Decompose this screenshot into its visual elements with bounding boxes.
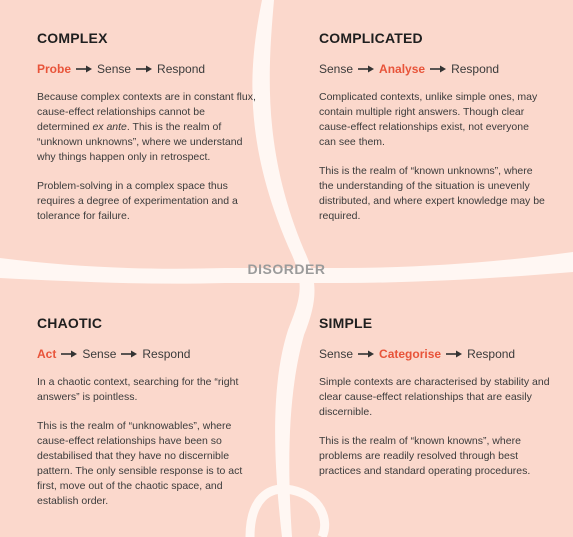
complicated-title: COMPLICATED xyxy=(319,30,423,46)
flow-step-act: Act xyxy=(37,347,57,361)
complex-paragraph-2: Problem-solving in a complex space thus requires a degree of experimentation and a tolerance for failure. xyxy=(37,180,238,222)
chaotic-paragraph-2: This is the realm of “unknowables”, where cause-effect relationships have been so destabilised that they have no discernible pattern. The only sensible response is to act first, move out of the chaotic space, and establish order. xyxy=(37,420,243,507)
quadrant-complicated xyxy=(319,30,547,238)
chaotic-title: CHAOTIC xyxy=(37,315,103,331)
arrow-icon xyxy=(75,65,93,73)
disorder-label: DISORDER xyxy=(247,261,326,277)
arrow-icon xyxy=(357,350,375,358)
flow-step-respond: Respond xyxy=(467,347,516,361)
flow-step-sense: Sense xyxy=(319,62,354,76)
simple-paragraph-1: Simple contexts are characterised by stability and clear cause-effect relationships that are easily discernible. xyxy=(319,376,550,418)
flow-step-respond: Respond xyxy=(142,347,191,361)
flow-step-sense: Sense xyxy=(97,62,132,76)
arrow-icon xyxy=(429,65,447,73)
flow-step-analyse: Analyse xyxy=(379,62,426,76)
complicated-paragraph-2: This is the realm of “known unknowns”, where the understanding of the situation is unevenly distributed, and where expert knowledge may be required. xyxy=(319,165,545,222)
arrow-icon xyxy=(445,350,463,358)
simple-title: SIMPLE xyxy=(319,315,373,331)
flow-step-respond: Respond xyxy=(451,62,500,76)
complicated-paragraph-1: Complicated contexts, unlike simple ones, may contain multiple right answers. Though clear cause-effect relationships exist, not everyone can see them. xyxy=(319,91,538,148)
flow-step-sense: Sense xyxy=(319,347,354,361)
flow-step-sense: Sense xyxy=(82,347,117,361)
complex-title: COMPLEX xyxy=(37,30,108,46)
flow-step-probe: Probe xyxy=(37,62,72,76)
simple-flow xyxy=(319,347,553,361)
arrow-icon xyxy=(357,65,375,73)
arrow-icon xyxy=(135,65,153,73)
quadrant-chaotic xyxy=(37,315,257,523)
simple-paragraph-2: This is the realm of “known knowns”, where problems are readily resolved through best practices and standard operating procedures. xyxy=(319,435,531,477)
quadrant-complex xyxy=(37,30,257,238)
quadrant-simple xyxy=(319,315,553,493)
chaotic-paragraph-1: In a chaotic context, searching for the “right answers” is pointless. xyxy=(37,376,239,403)
chaotic-flow xyxy=(37,347,257,361)
flow-step-categorise: Categorise xyxy=(379,347,442,361)
arrow-icon xyxy=(60,350,78,358)
complex-flow xyxy=(37,62,257,76)
complicated-flow xyxy=(319,62,547,76)
arrow-icon xyxy=(120,350,138,358)
complex-paragraph-1: Because complex contexts are in constant flux, cause-effect relationships cannot be determined ex ante. This is the realm of “unknown unknowns”, where we understand why things happen only in retrospect. xyxy=(37,91,256,163)
flow-step-respond: Respond xyxy=(157,62,206,76)
